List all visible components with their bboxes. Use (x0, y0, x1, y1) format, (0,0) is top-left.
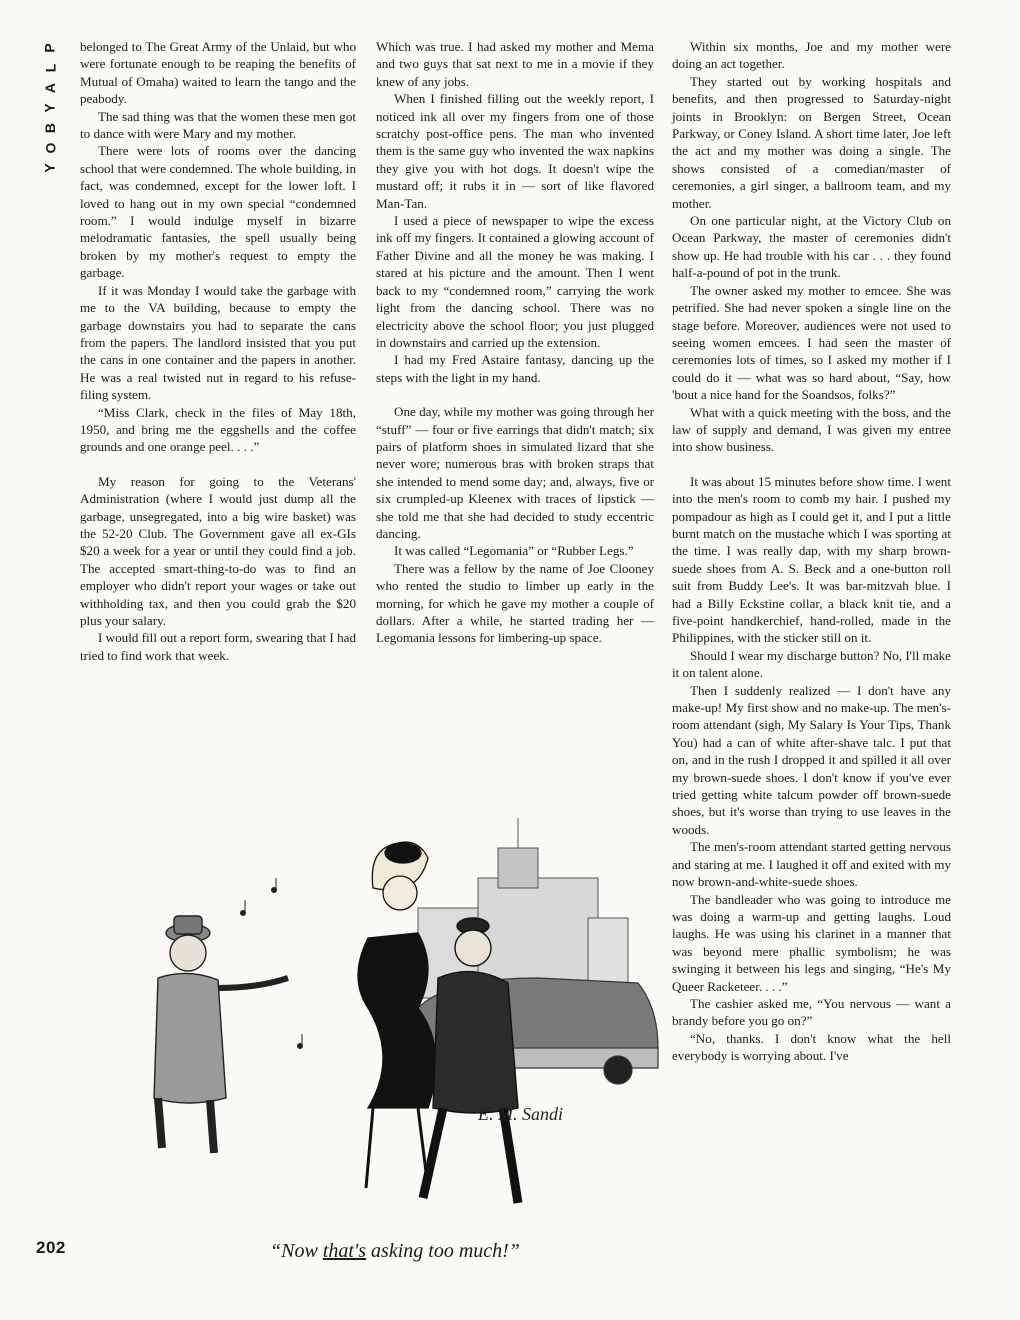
paragraph: The cashier asked me, “You nervous — want a brandy before you go on?” (672, 995, 951, 1029)
city-buildings (418, 818, 628, 998)
man-left-figure (154, 916, 288, 1153)
paragraph: One day, while my mother was going through her “stuff” — four or five earrings that didn't match; six pairs of platform shoes in simulated lizard that she never wore; numerous bras with broken straps that she intended to mend some day; and, always, five or six crumpled-up Kleenex with traces of lipstick — she told me that she had decided to study eccentric dancing. (376, 404, 654, 541)
paragraph: I used a piece of newspaper to wipe the excess ink off my fingers. It contained a glowing account of Father Divine and all the money he was making. I stared at his picture and the amount. Then I went back to my “condemned room,” carrying the work light from the dancing school. There was no electricity above the school floor; you just plugged in downstairs and carried up the extension. (376, 213, 654, 350)
paragraph: On one particular night, at the Victory Club on Ocean Parkway, the master of ceremonies didn't show up. He had trouble with his car . . . they found half-a-pound of pot in the trunk. (672, 213, 951, 281)
paragraph: It was about 15 minutes before show time. I went into the men's room to comb my hair. I pushed my pompadour as high as I could get it, and I put a little burnt match on the mustache which I was sporting at the time. I was really dap, with my sharp brown-suede shoes from A. S. Beck and a one-button roll suit from Buddy Lee's. It was bar-mitzvah blue. I had a Billy Eckstine collar, a black knit tie, and a five-point handkerchief, hand-rolled, made in the Philippines, with the sticker still on it. (672, 473, 951, 646)
paragraph: The men's-room attendant started getting nervous and staring at me. I laughed it off and exited with my now brown-and-white-suede shoes. (672, 839, 951, 890)
paragraph: There was a fellow by the name of Joe Clooney who rented the studio to limber up early in the morning, for which he gave my mother a couple of dollars. After a while, he started trading her — Legomania lessons for limbering-up space. (376, 560, 654, 646)
cartoon-signature: E. M. Sandi (478, 1104, 563, 1124)
paragraph: What with a quick meeting with the boss, and the law of supply and demand, I was given my entree into show business. (672, 404, 951, 455)
text-column-1 (80, 38, 356, 664)
paragraph: My reason for going to the Veterans' Administration (where I would just dump all the garbage, unsegregated, into a big wire basket) was the 52-20 Club. The Government gave all ex-GIs $20 a week for a year or until they could find a job. The accepted smart-thing-to-do was to find an employer who didn't report your wages or take out withholding tax, and then you could grab the $20 plus your salary. (80, 473, 356, 628)
paragraph: The bandleader who was going to introduce me was doing a warm-up and getting laughs. Loud laughs. He was using his clarinet in a manner that was beyond mere phallic symbolism; he was swinging it between his legs and singing, “He's My Queer Racketeer. . . .” (672, 891, 951, 994)
cartoon-illustration (118, 808, 666, 1228)
paragraph: Should I wear my discharge button? No, I'll make it on talent alone. (672, 647, 951, 681)
paragraph: The sad thing was that the women these men got to dance with were Mary and my mother. (80, 108, 356, 142)
masthead-letter: P (42, 43, 58, 53)
paragraph: belonged to The Great Army of the Unlaid, but who were fortunate enough to be reaping the benefits of Mutual of Omaha) waited to learn the tango and the peabody. (80, 39, 356, 107)
masthead-letter: L (42, 63, 58, 73)
paragraph: “No, thanks. I don't know what the hell everybody is worrying about. I've (672, 1030, 951, 1064)
masthead-letter: B (42, 122, 58, 134)
paragraph: I had my Fred Astaire fantasy, dancing up the steps with the light in my hand. (376, 352, 654, 385)
masthead (38, 38, 62, 178)
paragraph: The owner asked my mother to emcee. She was petrified. She had never spoken a single line on the stage before. Moreover, audiences were not used to seeing women emcees. I had seen the master of ceremonies lots of times, so I asked my mother if I could do it — what was so hard about, “Say, how 'bout a nice hand for the Soandsos, folks?” (672, 282, 951, 403)
paragraph: They started out by working hospitals and benefits, and then progressed to Saturday-night joints in Brooklyn: on Bergen Street, Ocean Parkway, or Coney Island. A short time later, Joe left the act and my mother was doing a single. The shows consisted of a comedian/master of ceremonies, a girl singer, a ballroom team, and my mother. (672, 73, 951, 211)
paragraph: I would fill out a report form, swearing that I had tried to find work that week. (80, 630, 356, 663)
paragraph: Within six months, Joe and my mother were doing an act together. (672, 39, 951, 72)
page-number: 202 (36, 1238, 66, 1257)
text-column-2 (376, 38, 654, 647)
text-column-3 (672, 38, 951, 1065)
paragraph: When I finished filling out the weekly report, I noticed ink all over my fingers from one of those scratchy post-office pens. The man who invented them is the same guy who invented the wax napkins they give you with hot dogs. It doesn't wipe the mustard off; it rubs it in — sort of like flavored Man-Tan. (376, 91, 654, 211)
paragraph: Which was true. I had asked my mother and Mema and two guys that sat next to me in a movie if they knew of any jobs. (376, 39, 654, 89)
masthead-letter: Y (42, 163, 58, 173)
paragraph: “Miss Clark, check in the files of May 18th, 1950, and bring me the eggshells and the coffee grounds and one orange peel. . . .” (80, 404, 356, 455)
paragraph: There were lots of rooms over the dancing school that were condemned. The whole building, in fact, was condemned, except for the lower loft. I loved to hang out in my own special “condemned room.” I would indulge myself in bizarre melodramatic fantasies, the spell usually being broken by my mother's request to empty the garbage. (80, 143, 356, 281)
paragraph: It was called “Legomania” or “Rubber Legs.” (394, 543, 634, 559)
paragraph: Then I suddenly realized — I don't have any make-up! My first show and no make-up. The men's-room attendant (sigh, My Salary Is Your Tips, Thank You) had a can of white after-shave talc. I put that on, and in the rush I dropped it and spilled it all over my brown-suede shoes. I don't know if you've ever tried getting white talcum powder off brown-suede shoes, but it's worse than trying to use leaves in the woods. (672, 682, 951, 837)
music-notes-icon (241, 878, 303, 1049)
masthead-letter: A (42, 82, 58, 94)
paragraph: If it was Monday I would take the garbage with me to the VA building, because to empty the garbage downstairs you had to separate the cans from the papers. The landlord insisted that you put the cans in one container and the papers in another. He was a real twisted nut in regard to his refuse-filing system. (80, 282, 356, 403)
cartoon-caption: “Now that's asking too much!” (270, 1240, 520, 1262)
masthead-letter: Y (42, 103, 58, 113)
masthead-letter: O (41, 142, 58, 154)
